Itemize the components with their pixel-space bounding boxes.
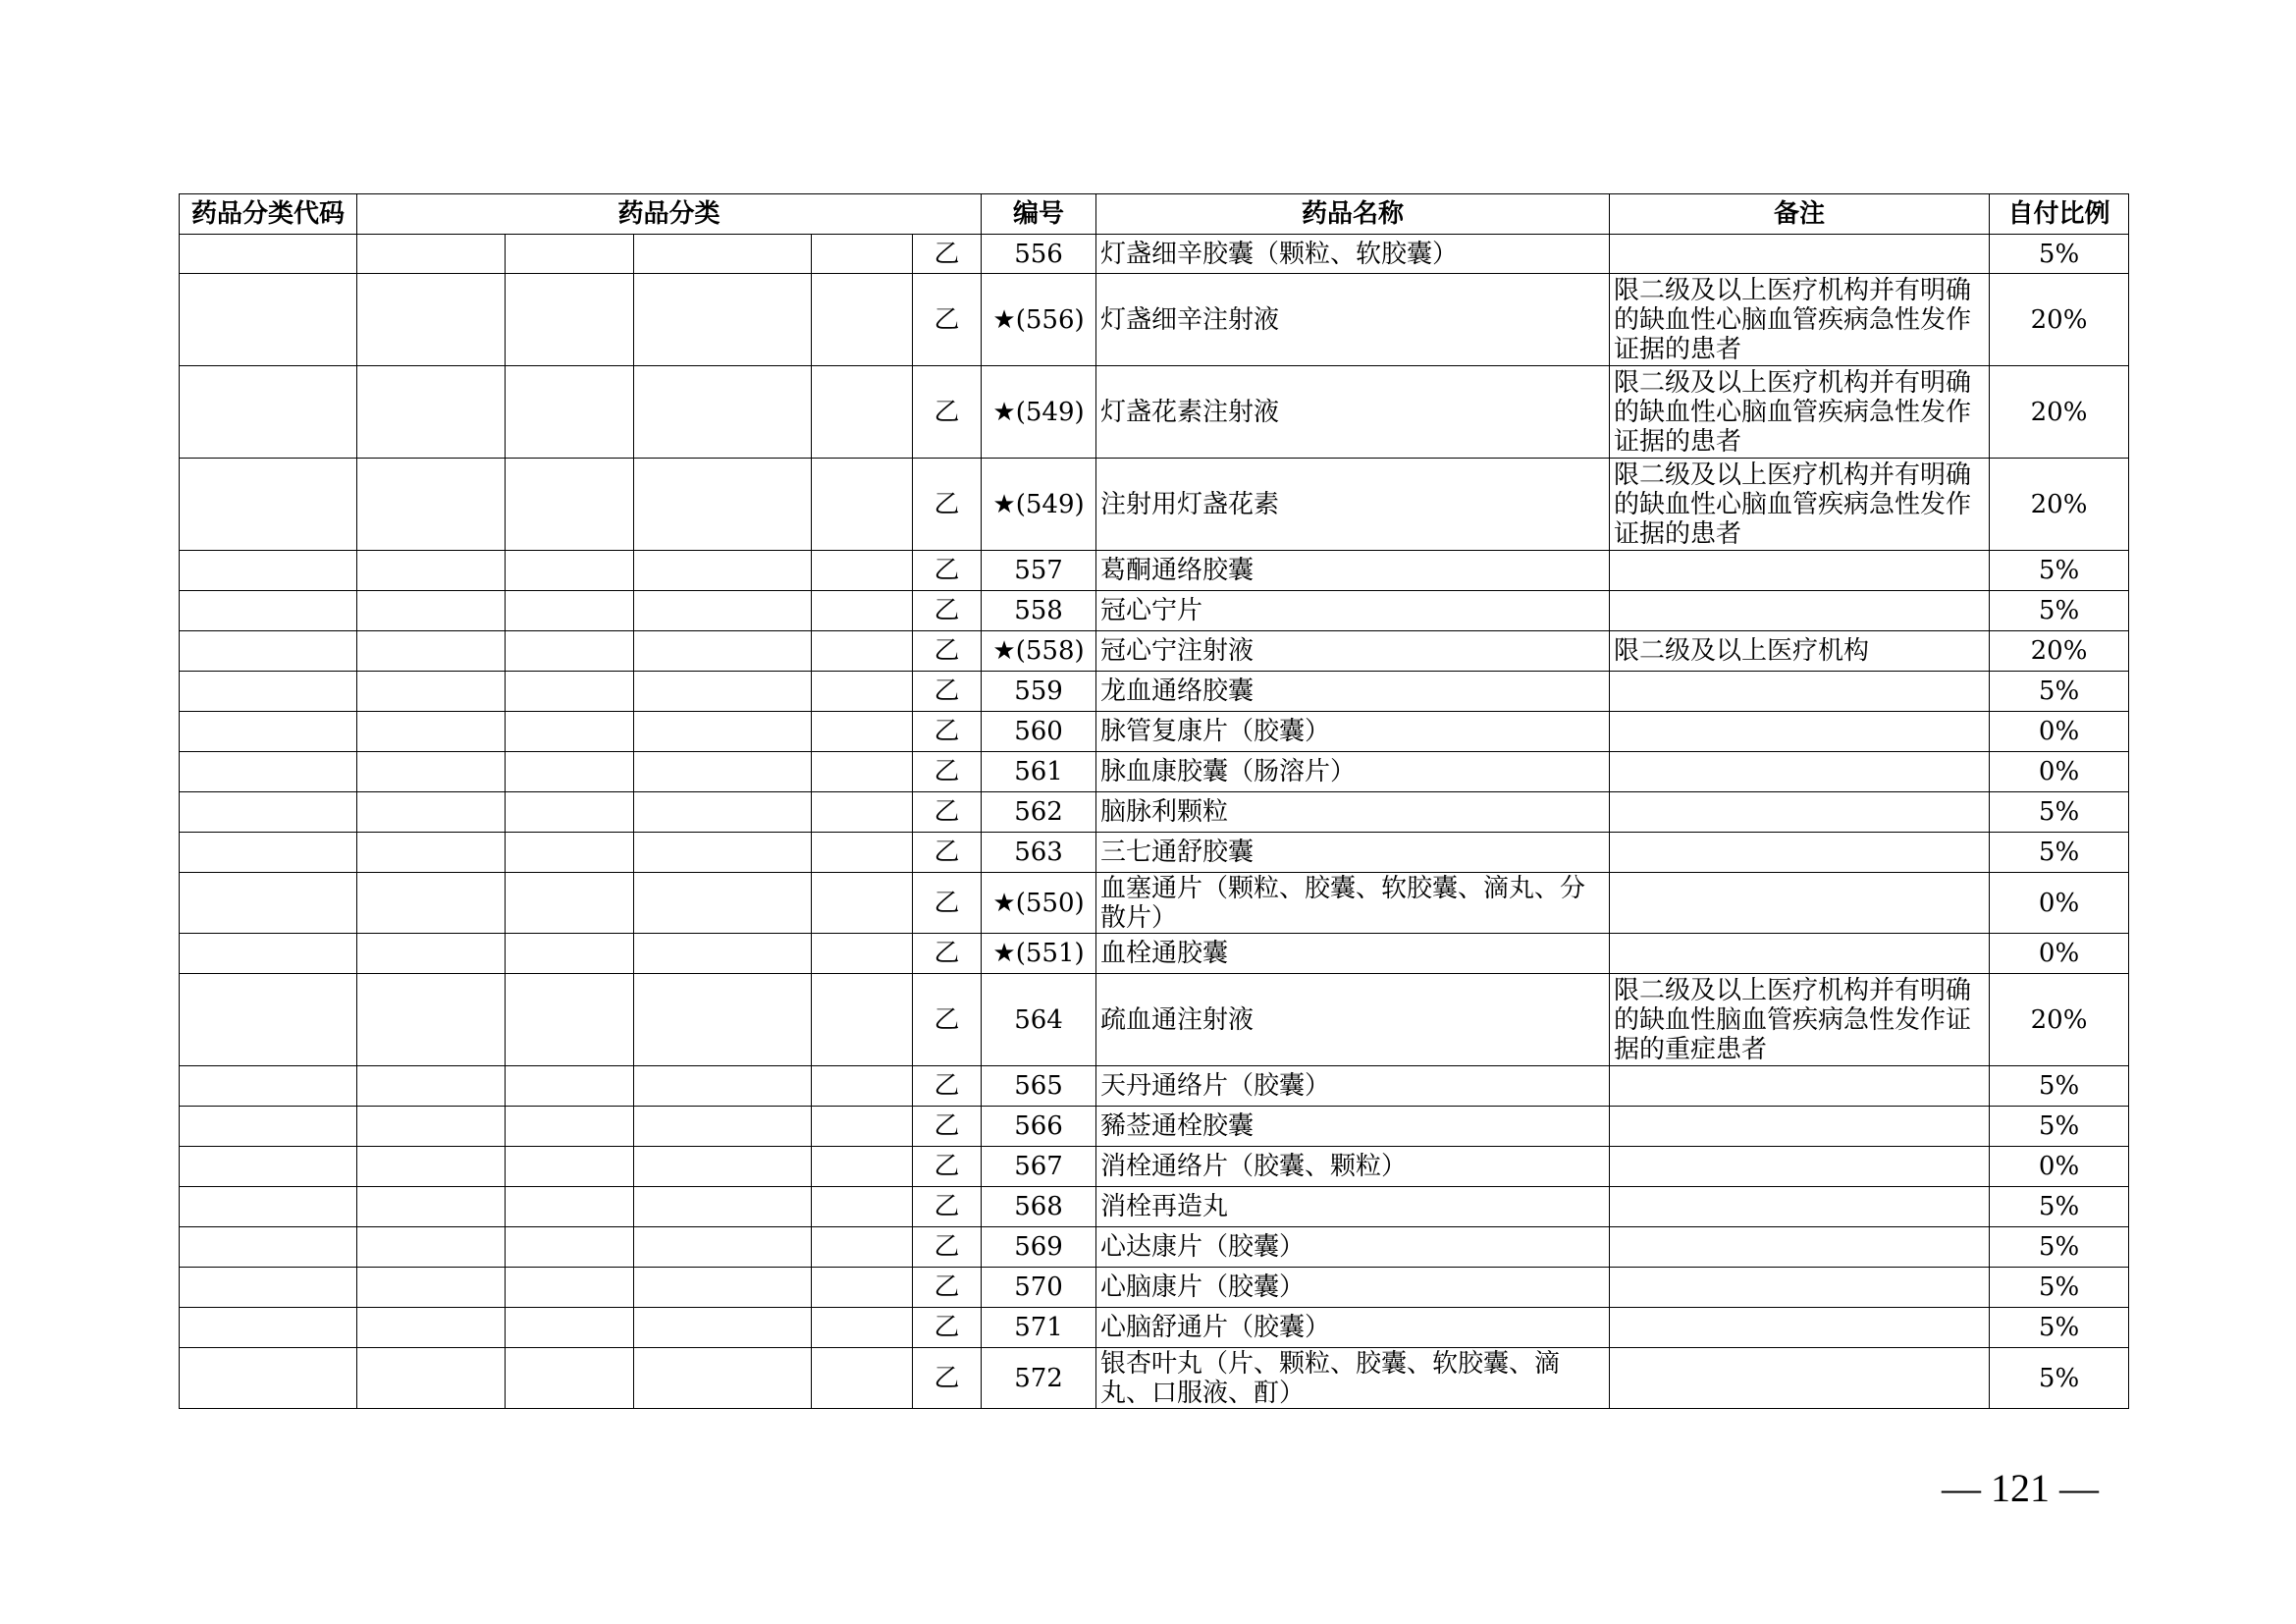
cell-category-1 [357, 1268, 506, 1308]
cell-code [180, 235, 357, 274]
cell-ratio: 5% [1990, 1187, 2129, 1227]
cell-ratio: 20% [1990, 459, 2129, 551]
cell-category-4 [812, 873, 913, 934]
cell-category-2 [506, 274, 634, 366]
cell-note: 限二级及以上医疗机构 [1610, 631, 1990, 672]
cell-category-3 [634, 366, 812, 459]
cell-ratio: 5% [1990, 792, 2129, 833]
drug-list-table [179, 193, 2129, 1409]
cell-number: 562 [982, 792, 1096, 833]
cell-category-3 [634, 235, 812, 274]
cell-number: ★(551) [982, 934, 1096, 974]
cell-number: 563 [982, 833, 1096, 873]
cell-category-3 [634, 591, 812, 631]
cell-note [1610, 235, 1990, 274]
table-header-row [180, 194, 2129, 235]
cell-grade: 乙 [913, 934, 982, 974]
cell-ratio: 5% [1990, 235, 2129, 274]
cell-category-3 [634, 1348, 812, 1409]
cell-category-4 [812, 1227, 913, 1268]
cell-category-2 [506, 551, 634, 591]
cell-drug-name: 龙血通络胶囊 [1096, 672, 1610, 712]
header-name: 药品名称 [1096, 194, 1610, 235]
table-row [180, 934, 2129, 974]
cell-code [180, 672, 357, 712]
table-body [180, 235, 2129, 1409]
cell-note: 限二级及以上医疗机构并有明确的缺血性心脑血管疾病急性发作证据的患者 [1610, 274, 1990, 366]
cell-drug-name: 灯盏花素注射液 [1096, 366, 1610, 459]
cell-grade: 乙 [913, 1107, 982, 1147]
cell-ratio: 5% [1990, 1268, 2129, 1308]
cell-code [180, 1066, 357, 1107]
cell-grade: 乙 [913, 274, 982, 366]
cell-number: ★(556) [982, 274, 1096, 366]
table-row [180, 792, 2129, 833]
cell-code [180, 1187, 357, 1227]
cell-note [1610, 1308, 1990, 1348]
cell-drug-name: 疏血通注射液 [1096, 974, 1610, 1066]
cell-code [180, 1227, 357, 1268]
cell-category-4 [812, 274, 913, 366]
cell-category-4 [812, 1308, 913, 1348]
cell-note [1610, 752, 1990, 792]
cell-category-1 [357, 274, 506, 366]
cell-category-4 [812, 631, 913, 672]
cell-grade: 乙 [913, 366, 982, 459]
cell-category-3 [634, 551, 812, 591]
cell-number: 556 [982, 235, 1096, 274]
cell-code [180, 551, 357, 591]
cell-category-4 [812, 752, 913, 792]
cell-category-2 [506, 712, 634, 752]
table-row [180, 1227, 2129, 1268]
cell-grade: 乙 [913, 752, 982, 792]
cell-drug-name: 消栓通络片（胶囊、颗粒） [1096, 1147, 1610, 1187]
cell-category-1 [357, 752, 506, 792]
page-number: — 121 — [1942, 1466, 2099, 1510]
cell-category-4 [812, 974, 913, 1066]
cell-code [180, 712, 357, 752]
cell-code [180, 1147, 357, 1187]
cell-note [1610, 934, 1990, 974]
cell-category-2 [506, 591, 634, 631]
cell-category-1 [357, 1348, 506, 1409]
cell-grade: 乙 [913, 974, 982, 1066]
cell-number: 570 [982, 1268, 1096, 1308]
cell-category-3 [634, 274, 812, 366]
cell-drug-name: 心脑舒通片（胶囊） [1096, 1308, 1610, 1348]
table-row [180, 1107, 2129, 1147]
cell-ratio: 5% [1990, 672, 2129, 712]
cell-category-1 [357, 873, 506, 934]
cell-category-4 [812, 1147, 913, 1187]
cell-number: 565 [982, 1066, 1096, 1107]
cell-code [180, 274, 357, 366]
cell-ratio: 0% [1990, 873, 2129, 934]
cell-grade: 乙 [913, 551, 982, 591]
cell-category-2 [506, 974, 634, 1066]
table-row [180, 366, 2129, 459]
cell-category-1 [357, 1147, 506, 1187]
cell-grade: 乙 [913, 792, 982, 833]
cell-category-3 [634, 672, 812, 712]
header-code: 药品分类代码 [180, 194, 357, 235]
cell-drug-name: 葛酮通络胶囊 [1096, 551, 1610, 591]
cell-number: 564 [982, 974, 1096, 1066]
cell-grade: 乙 [913, 631, 982, 672]
cell-category-4 [812, 235, 913, 274]
cell-drug-name: 天丹通络片（胶囊） [1096, 1066, 1610, 1107]
cell-category-4 [812, 833, 913, 873]
cell-category-2 [506, 1308, 634, 1348]
cell-number: 571 [982, 1308, 1096, 1348]
cell-drug-name: 灯盏细辛注射液 [1096, 274, 1610, 366]
cell-grade: 乙 [913, 1147, 982, 1187]
table-row [180, 631, 2129, 672]
cell-category-1 [357, 792, 506, 833]
cell-category-2 [506, 873, 634, 934]
cell-drug-name: 血栓通胶囊 [1096, 934, 1610, 974]
cell-ratio: 20% [1990, 631, 2129, 672]
cell-code [180, 1268, 357, 1308]
cell-category-4 [812, 712, 913, 752]
cell-note [1610, 873, 1990, 934]
cell-category-1 [357, 551, 506, 591]
cell-note [1610, 792, 1990, 833]
cell-category-1 [357, 1107, 506, 1147]
cell-category-4 [812, 459, 913, 551]
cell-category-3 [634, 1066, 812, 1107]
cell-number: 567 [982, 1147, 1096, 1187]
cell-grade: 乙 [913, 1187, 982, 1227]
cell-ratio: 0% [1990, 934, 2129, 974]
cell-number: 559 [982, 672, 1096, 712]
cell-code [180, 591, 357, 631]
cell-category-1 [357, 1308, 506, 1348]
table-row [180, 1348, 2129, 1409]
cell-grade: 乙 [913, 459, 982, 551]
cell-note [1610, 1348, 1990, 1409]
cell-category-1 [357, 833, 506, 873]
cell-note: 限二级及以上医疗机构并有明确的缺血性脑血管疾病急性发作证据的重症患者 [1610, 974, 1990, 1066]
cell-category-4 [812, 934, 913, 974]
cell-grade: 乙 [913, 1227, 982, 1268]
cell-note [1610, 551, 1990, 591]
cell-code [180, 631, 357, 672]
cell-category-2 [506, 833, 634, 873]
cell-note [1610, 672, 1990, 712]
cell-category-4 [812, 1066, 913, 1107]
cell-ratio: 0% [1990, 712, 2129, 752]
cell-category-3 [634, 1268, 812, 1308]
cell-ratio: 5% [1990, 551, 2129, 591]
cell-category-2 [506, 752, 634, 792]
header-category: 药品分类 [357, 194, 982, 235]
cell-ratio: 5% [1990, 1348, 2129, 1409]
cell-category-3 [634, 1107, 812, 1147]
cell-category-1 [357, 1187, 506, 1227]
cell-code [180, 366, 357, 459]
table-row [180, 235, 2129, 274]
cell-category-2 [506, 672, 634, 712]
cell-drug-name: 脉管复康片（胶囊） [1096, 712, 1610, 752]
cell-note [1610, 1227, 1990, 1268]
cell-category-1 [357, 366, 506, 459]
cell-ratio: 0% [1990, 752, 2129, 792]
cell-category-3 [634, 873, 812, 934]
cell-drug-name: 冠心宁片 [1096, 591, 1610, 631]
cell-drug-name: 豨莶通栓胶囊 [1096, 1107, 1610, 1147]
cell-category-2 [506, 1066, 634, 1107]
cell-code [180, 974, 357, 1066]
cell-ratio: 5% [1990, 1066, 2129, 1107]
cell-grade: 乙 [913, 833, 982, 873]
cell-category-2 [506, 459, 634, 551]
cell-ratio: 5% [1990, 1107, 2129, 1147]
cell-number: 572 [982, 1348, 1096, 1409]
cell-number: 560 [982, 712, 1096, 752]
cell-category-3 [634, 631, 812, 672]
table-row [180, 1268, 2129, 1308]
cell-grade: 乙 [913, 1308, 982, 1348]
cell-ratio: 20% [1990, 974, 2129, 1066]
cell-note [1610, 1107, 1990, 1147]
cell-category-1 [357, 672, 506, 712]
table-row [180, 752, 2129, 792]
cell-drug-name: 心脑康片（胶囊） [1096, 1268, 1610, 1308]
cell-drug-name: 注射用灯盏花素 [1096, 459, 1610, 551]
table-row [180, 459, 2129, 551]
cell-drug-name: 三七通舒胶囊 [1096, 833, 1610, 873]
cell-category-4 [812, 792, 913, 833]
cell-number: 568 [982, 1187, 1096, 1227]
table-row [180, 1187, 2129, 1227]
cell-category-3 [634, 1308, 812, 1348]
cell-category-1 [357, 591, 506, 631]
cell-number: 557 [982, 551, 1096, 591]
cell-number: ★(549) [982, 459, 1096, 551]
cell-drug-name: 冠心宁注射液 [1096, 631, 1610, 672]
cell-category-4 [812, 1187, 913, 1227]
cell-drug-name: 灯盏细辛胶囊（颗粒、软胶囊） [1096, 235, 1610, 274]
cell-grade: 乙 [913, 591, 982, 631]
cell-category-2 [506, 1147, 634, 1187]
cell-category-4 [812, 1348, 913, 1409]
cell-category-2 [506, 792, 634, 833]
cell-note [1610, 591, 1990, 631]
header-ratio: 自付比例 [1990, 194, 2129, 235]
cell-category-1 [357, 1227, 506, 1268]
cell-code [180, 833, 357, 873]
table-row [180, 551, 2129, 591]
table-row [180, 974, 2129, 1066]
cell-number: 569 [982, 1227, 1096, 1268]
cell-category-3 [634, 1227, 812, 1268]
cell-category-1 [357, 235, 506, 274]
table-row [180, 672, 2129, 712]
cell-number: 561 [982, 752, 1096, 792]
table-row [180, 274, 2129, 366]
cell-code [180, 873, 357, 934]
cell-category-3 [634, 1147, 812, 1187]
cell-ratio: 5% [1990, 1227, 2129, 1268]
table-row [180, 833, 2129, 873]
cell-code [180, 1107, 357, 1147]
cell-grade: 乙 [913, 873, 982, 934]
cell-code [180, 792, 357, 833]
table-row [180, 873, 2129, 934]
cell-category-3 [634, 974, 812, 1066]
cell-ratio: 5% [1990, 1308, 2129, 1348]
cell-category-4 [812, 366, 913, 459]
cell-number: ★(558) [982, 631, 1096, 672]
header-note: 备注 [1610, 194, 1990, 235]
cell-code [180, 459, 357, 551]
cell-category-4 [812, 551, 913, 591]
cell-drug-name: 消栓再造丸 [1096, 1187, 1610, 1227]
cell-note [1610, 1066, 1990, 1107]
cell-ratio: 5% [1990, 591, 2129, 631]
cell-ratio: 20% [1990, 366, 2129, 459]
cell-note [1610, 712, 1990, 752]
table-row [180, 1147, 2129, 1187]
cell-category-3 [634, 459, 812, 551]
cell-drug-name: 血塞通片（颗粒、胶囊、软胶囊、滴丸、分散片） [1096, 873, 1610, 934]
cell-category-2 [506, 1227, 634, 1268]
cell-ratio: 0% [1990, 1147, 2129, 1187]
cell-category-3 [634, 752, 812, 792]
cell-note [1610, 1187, 1990, 1227]
cell-note: 限二级及以上医疗机构并有明确的缺血性心脑血管疾病急性发作证据的患者 [1610, 459, 1990, 551]
cell-category-4 [812, 1268, 913, 1308]
cell-grade: 乙 [913, 235, 982, 274]
cell-category-1 [357, 712, 506, 752]
cell-category-1 [357, 631, 506, 672]
cell-category-2 [506, 235, 634, 274]
cell-category-2 [506, 631, 634, 672]
cell-number: 566 [982, 1107, 1096, 1147]
cell-category-2 [506, 1348, 634, 1409]
cell-note [1610, 833, 1990, 873]
cell-drug-name: 银杏叶丸（片、颗粒、胶囊、软胶囊、滴丸、口服液、酊） [1096, 1348, 1610, 1409]
cell-category-1 [357, 974, 506, 1066]
cell-note: 限二级及以上医疗机构并有明确的缺血性心脑血管疾病急性发作证据的患者 [1610, 366, 1990, 459]
cell-category-4 [812, 1107, 913, 1147]
cell-category-2 [506, 1268, 634, 1308]
cell-category-3 [634, 792, 812, 833]
cell-category-3 [634, 934, 812, 974]
cell-code [180, 752, 357, 792]
cell-category-4 [812, 672, 913, 712]
table-row [180, 1066, 2129, 1107]
cell-category-3 [634, 712, 812, 752]
cell-category-4 [812, 591, 913, 631]
cell-note [1610, 1147, 1990, 1187]
cell-number: 558 [982, 591, 1096, 631]
cell-drug-name: 心达康片（胶囊） [1096, 1227, 1610, 1268]
cell-code [180, 934, 357, 974]
cell-category-1 [357, 1066, 506, 1107]
cell-category-2 [506, 934, 634, 974]
cell-category-2 [506, 1187, 634, 1227]
cell-code [180, 1348, 357, 1409]
header-number: 编号 [982, 194, 1096, 235]
cell-category-1 [357, 934, 506, 974]
cell-note [1610, 1268, 1990, 1308]
cell-grade: 乙 [913, 712, 982, 752]
cell-drug-name: 脉血康胶囊（肠溶片） [1096, 752, 1610, 792]
cell-category-3 [634, 1187, 812, 1227]
cell-grade: 乙 [913, 1348, 982, 1409]
cell-category-1 [357, 459, 506, 551]
cell-code [180, 1308, 357, 1348]
table-row [180, 591, 2129, 631]
table-row [180, 712, 2129, 752]
cell-category-3 [634, 833, 812, 873]
cell-number: ★(549) [982, 366, 1096, 459]
table-row [180, 1308, 2129, 1348]
cell-grade: 乙 [913, 1268, 982, 1308]
cell-category-2 [506, 1107, 634, 1147]
cell-number: ★(550) [982, 873, 1096, 934]
cell-grade: 乙 [913, 1066, 982, 1107]
cell-category-2 [506, 366, 634, 459]
cell-grade: 乙 [913, 672, 982, 712]
cell-drug-name: 脑脉利颗粒 [1096, 792, 1610, 833]
cell-ratio: 5% [1990, 833, 2129, 873]
cell-ratio: 20% [1990, 274, 2129, 366]
